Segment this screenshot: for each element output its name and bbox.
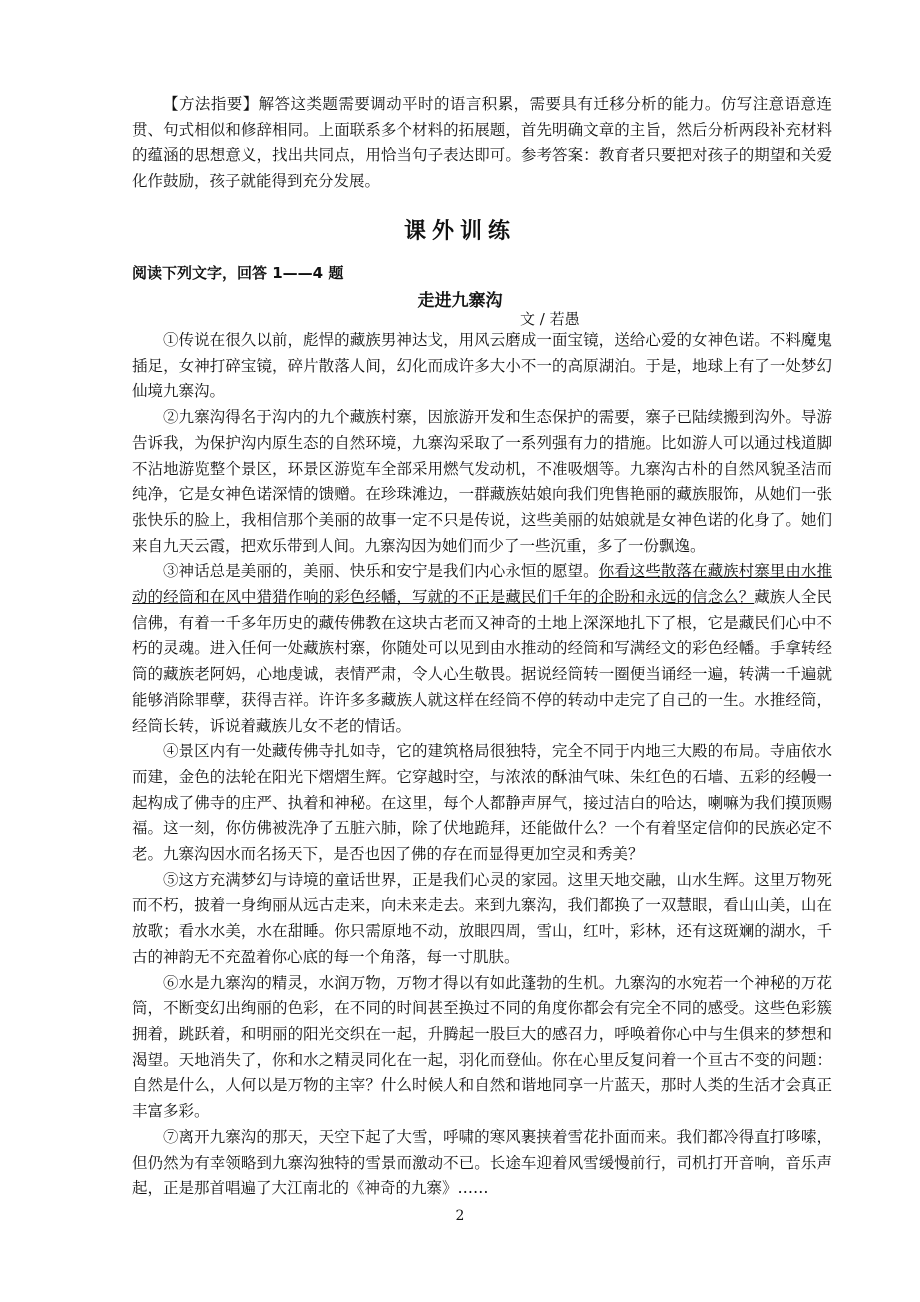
article-body (132, 328, 832, 1202)
method-text: 解答这类题需要调动平时的语言积累，需要具有迁移分析的能力。仿写注意语意连贯、句式相似和修辞相同。上面联系多个材料的拓展题，首先明确文章的主旨，然后分析两段补充材料的蕴涵的思想意义，找出共同点，用恰当句子表达即可。参考答案：教育者只要把对孩子的期望和关爱化作鼓励，孩子就能得到充分发展。 (132, 95, 832, 190)
paragraph-7: ⑦离开九寨沟的那天，天空下起了大雪，呼啸的寒风裹挟着雪花扑面而来。我们都冷得直打哆嗦，但仍然为有幸领略到九寨沟独特的雪景而激动不已。长途车迎着风雪缓慢前行，司机打开音响，音乐声起，正是那首唱遍了大江南北的《神奇的九寨》…… (132, 1127, 832, 1198)
paragraph-3-intro: ③神话总是美丽的，美丽、快乐和安宁是我们内心永恒的愿望。 (163, 562, 599, 581)
paragraph-6: ⑥水是九寨沟的精灵，水润万物，万物才得以有如此蓬勃的生机。九寨沟的水宛若一个神秘的万花筒，不断变幻出绚丽的色彩，在不同的时间甚至换过不同的角度你都会有完全不同的感受。这些色彩簇拥着，跳跃着，和明丽的阳光交织在一起，升腾起一股巨大的感召力，呼唤着你心中与生俱来的梦想和渴望。天地消失了，你和水之精灵同化在一起，羽化而登仙。你在心里反复问着一个亘古不变的问题：自然是什么，人何以是万物的主宰？什么时候人和自然和谐地同享一片蓝天，那时人类的生活才会真正丰富多彩。 (132, 973, 832, 1121)
paragraph-3-rest: 藏族人全民信佛，有着一千多年历史的藏传佛教在这块古老而又神奇的土地上深深地扎下了根，它是藏民们心中不朽的灵魂。进入任何一处藏族村寨，你随处可以见到由水推动的经筒和写满经文的彩色经幡。手拿转经筒的藏族老阿妈，心地虔诚，表情严肃，令人心生敬畏。据说经筒转一圈便当诵经一遍，转满一千遍就能够消除罪孽，获得吉祥。许许多多藏族人就这样在经筒不停的转动中走完了自己的一生。水推经筒，经筒长转，诉说着藏族儿女不老的情话。 (132, 588, 832, 735)
paragraph-1: ①传说在很久以前，彪悍的藏族男神达戈，用风云磨成一面宝镜，送给心爱的女神色诺。不料魔鬼插足，女神打碎宝镜，碎片散落人间，幻化而成许多大小不一的高原湖泊。于是，地球上有了一处梦幻仙境九寨沟。 (132, 331, 832, 401)
paragraph-5: ⑤这方充满梦幻与诗境的童话世界，正是我们心灵的家园。这里天地交融，山水生辉。这里万物死而不朽，披着一身绚丽从远古走来，向未来走去。来到九寨沟，我们都换了一双慧眼，看山山美，山在放歌；看水水美，水在甜睡。你只需原地不动，放眼四周，雪山，红叶，彩林，还有这斑斓的湖水，千古的神韵无不充盈着你心底的每一个角落，每一寸肌肤。 (132, 870, 832, 966)
article-title: 走进九寨沟 (417, 291, 503, 311)
reading-instruction: 阅读下列文字，回答 1——4 题 (132, 264, 344, 282)
paragraph-4: ④景区内有一处藏传佛寺扎如寺，它的建筑格局很独特，完全不同于内地三大殿的布局。寺庙依水而建，金色的法轮在阳光下熠熠生辉。它穿越时空，与浓浓的酥油气味、朱红色的石墙、五彩的经幔一起构成了佛寺的庄严、执着和神秘。在这里，每个人都静声屏气，接过洁白的哈达，喇嘛为我们摸顶赐福。这一刻，你仿佛被洗净了五脏六肺，除了伏地跪拜，还能做什么？一个有着坚定信仰的民族必定不老。九寨沟因水而名扬天下，是否也因了佛的存在而显得更加空灵和秀美？ (132, 742, 832, 864)
method-tag: 【方法指要】 (163, 95, 259, 113)
section-title: 课外训练 (403, 219, 516, 244)
underlined-sentence: 你看这些散落在藏族村寨里由水推动的经筒和在风中猎猎作响的彩色经幡，写就的不正是藏民们千年的企盼和永远的信念么？ (132, 562, 832, 607)
article-author: 文 / 若愚 (520, 310, 580, 328)
page-number: 2 (455, 1208, 465, 1224)
paragraph-3 (132, 559, 832, 739)
paragraph-2: ②九寨沟得名于沟内的九个藏族村寨，因旅游开发和生态保护的需要，寨子已陆续搬到沟外。导游告诉我，为保护沟内原生态的自然环境，九寨沟采取了一系列强有力的措施。比如游人可以通过栈道脚不沾地游览整个景区，环景区游览车全部采用燃气发动机，不准吸烟等。九寨沟古朴的自然风貌圣洁而纯净，它是女神色诺深情的馈赠。在珍珠滩边，一群藏族姑娘向我们兜售艳丽的藏族服饰，从她们一张张快乐的脸上，我相信那个美丽的故事一定不只是传说，这些美丽的姑娘就是女神色诺的化身了。她们来自九天云霞，把欢乐带到人间。九寨沟因为她们而少了一些沉重，多了一份飘逸。 (132, 408, 832, 555)
method-guide (132, 92, 832, 194)
